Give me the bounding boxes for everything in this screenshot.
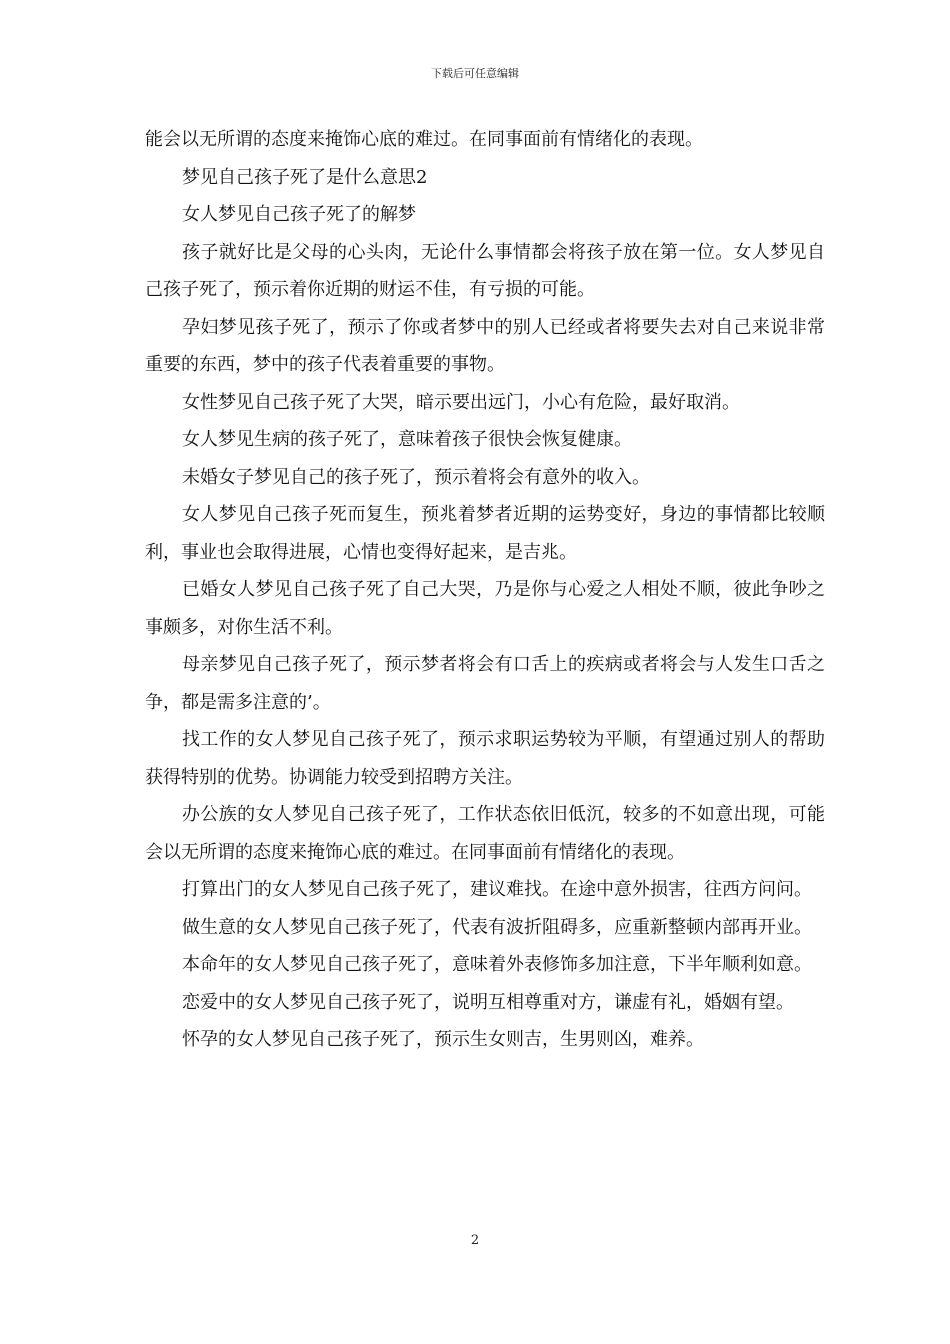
paragraph: 女人梦见生病的孩子死了，意味着孩子很快会恢复健康。 bbox=[182, 429, 632, 450]
page-number: 2 bbox=[470, 1233, 480, 1248]
paragraph: 孕妇梦见孩子死了，预示了你或者梦中的别人已经或者将要失去对自己来说非常重要的东西，梦中的孩子代表着重要的事物。 bbox=[145, 316, 825, 375]
page-header: 下载后可任意编辑 bbox=[431, 67, 519, 80]
subsection-title: 女人梦见自己孩子死了的解梦 bbox=[182, 204, 416, 225]
paragraph: 女人梦见自己孩子死而复生，预兆着梦者近期的运势变好，身边的事情都比较顺利，事业也会取得进展，心情也变得好起来，是吉兆。 bbox=[145, 504, 825, 563]
paragraph: 办公族的女人梦见自己孩子死了，工作状态依旧低沉，较多的不如意出现，可能会以无所谓的态度来掩饰心底的难过。在同事面前有情绪化的表现。 bbox=[145, 804, 825, 863]
paragraph: 做生意的女人梦见自己孩子死了，代表有波折阻碍多，应重新整顿内部再开业。 bbox=[182, 916, 812, 938]
document-body bbox=[145, 121, 825, 1059]
paragraph: 能会以无所谓的态度来掩饰心底的难过。在同事面前有情绪化的表现。 bbox=[145, 129, 703, 150]
paragraph: 未婚女子梦见自己的孩子死了，预示着将会有意外的收入。 bbox=[182, 466, 650, 488]
paragraph: 本命年的女人梦见自己孩子死了，意味着外表修饰多加注意，下半年顺利如意。 bbox=[182, 954, 812, 975]
paragraph: 怀孕的女人梦见自己孩子死了，预示生女则吉，生男则凶，难养。 bbox=[182, 1029, 704, 1050]
section-title: 梦见自己孩子死了是什么意思2 bbox=[182, 166, 428, 188]
paragraph: 找工作的女人梦见自己孩子死了，预示求职运势较为平顺，有望通过别人的帮助获得特别的优势。协调能力较受到招聘方关注。 bbox=[145, 729, 825, 788]
paragraph: 孩子就好比是父母的心头肉，无论什么事情都会将孩子放在第一位。女人梦见自己孩子死了，预示着你近期的财运不佳，有亏损的可能。 bbox=[145, 241, 825, 300]
paragraph: 女性梦见自己孩子死了大哭，暗示要出远门，小心有危险，最好取消。 bbox=[182, 391, 740, 413]
paragraph: 恋爱中的女人梦见自己孩子死了，说明互相尊重对方，谦虚有礼，婚姻有望。 bbox=[182, 991, 794, 1013]
paragraph: 已婚女人梦见自己孩子死了自己大哭，乃是你与心爱之人相处不顺，彼此争吵之事颇多，对你生活不利。 bbox=[145, 579, 825, 638]
paragraph: 母亲梦见自己孩子死了，预示梦者将会有口舌上的疾病或者将会与人发生口舌之争，都是需多注意的’。 bbox=[145, 654, 825, 713]
paragraph: 打算出门的女人梦见自己孩子死了，建议难找。在途中意外损害，往西方问问。 bbox=[182, 879, 812, 900]
